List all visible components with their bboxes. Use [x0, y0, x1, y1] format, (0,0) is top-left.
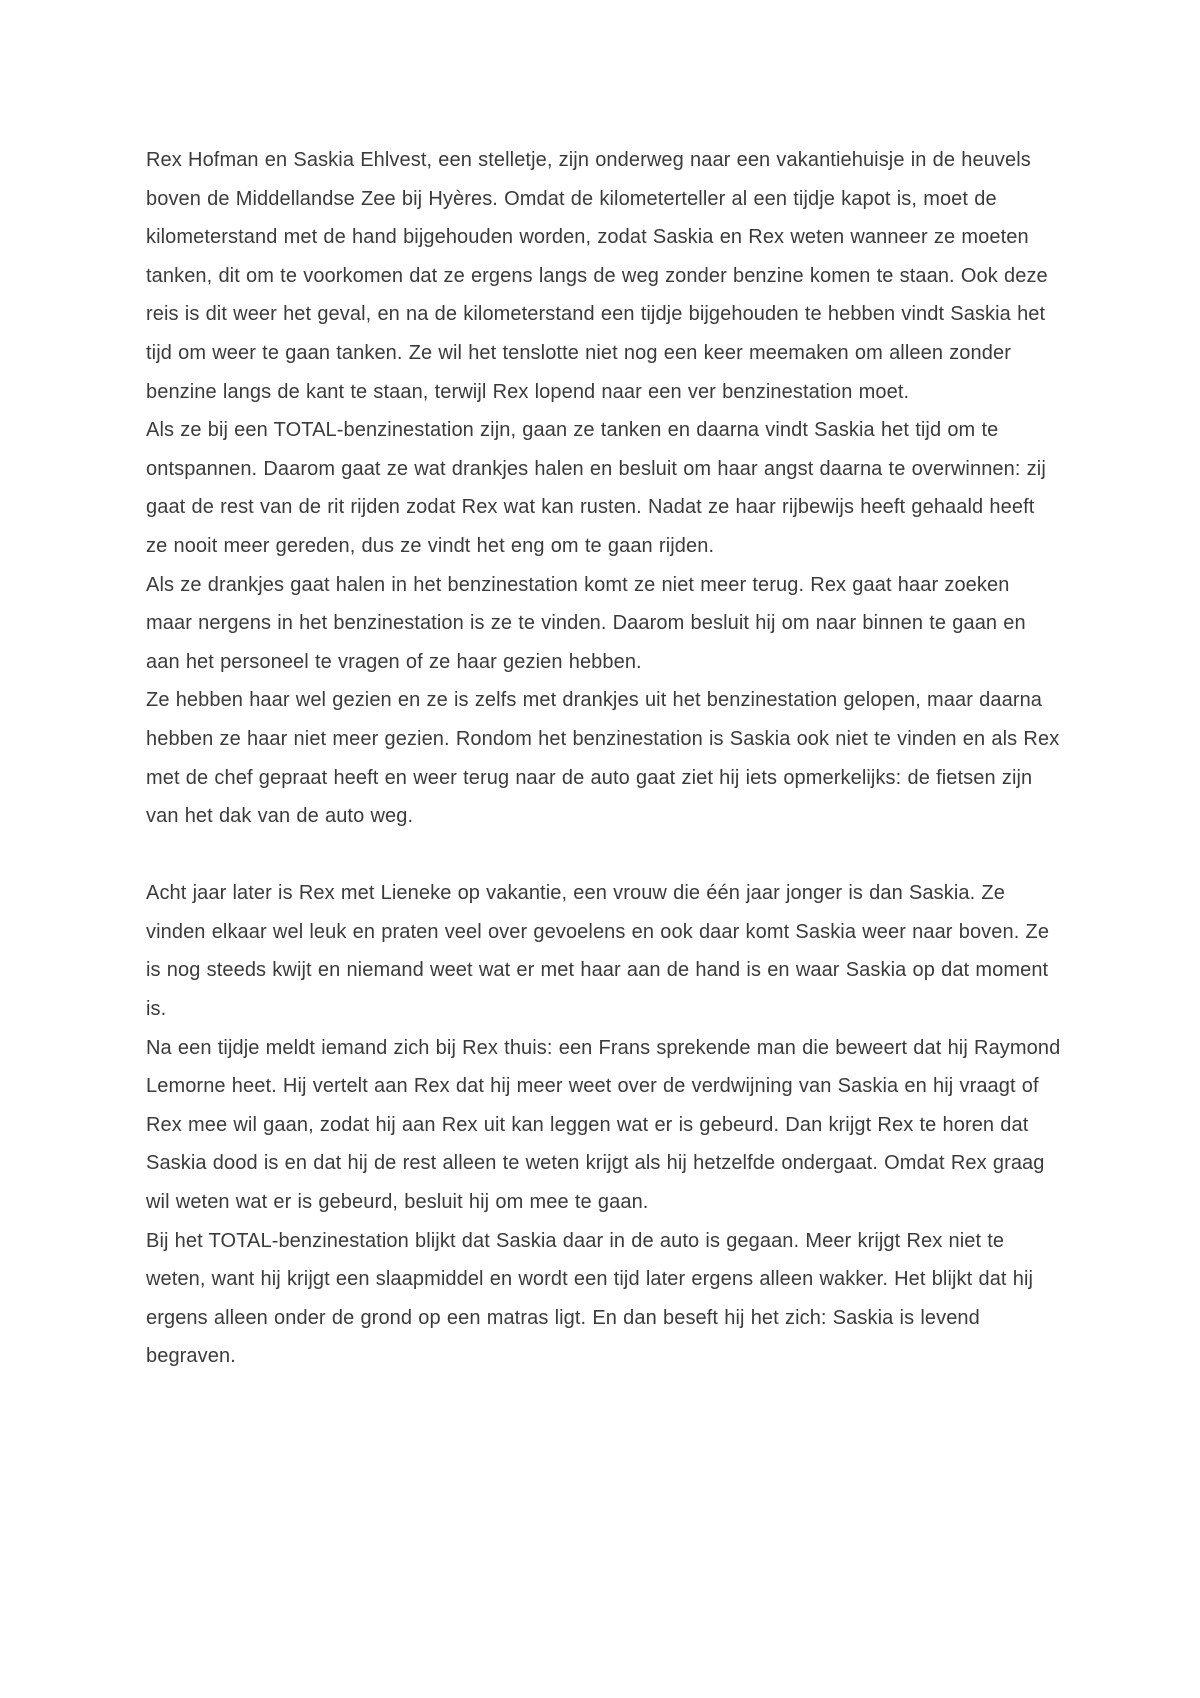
paragraph: Als ze bij een TOTAL-benzinestation zijn, gaan ze tanken en daarna vindt Saskia het tijd om te ontspannen. Daarom gaat ze wat drankjes halen en besluit om haar angst daarna te overwinnen: zij gaat de rest van de rit rijden zodat Rex wat kan rusten. Nadat ze haar rijbewijs heeft gehaald heeft ze nooit meer gereden, dus ze vindt het eng om te gaan rijden.: [146, 419, 1046, 557]
paragraph: Rex Hofman en Saskia Ehlvest, een stelletje, zijn onderweg naar een vakantiehuisje in de heuvels boven de Middellandse Zee bij Hyères. Omdat de kilometerteller al een tijdje kapot is, moet de kilometerstand met de hand bijgehouden worden, zodat Saskia en Rex weten wanneer ze moeten tanken, dit om te voorkomen dat ze ergens langs de weg zonder benzine komen te staan. Ook deze reis is dit weer het geval, en na de kilometerstand een tijdje bijgehouden te hebben vindt Saskia het tijd om weer te gaan tanken. Ze wil het tenslotte niet nog een keer meemaken om alleen zonder benzine langs de kant te staan, terwijl Rex lopend naar een ver benzinestation moet.: [146, 149, 1048, 403]
paragraph: Als ze drankjes gaat halen in het benzinestation komt ze niet meer terug. Rex gaat haar zoeken maar nergens in het benzinestation is ze te vinden. Daarom besluit hij om naar binnen te gaan en aan het personeel te vragen of ze haar gezien hebben.: [146, 573, 1026, 673]
paragraph: Acht jaar later is Rex met Lieneke op vakantie, een vrouw die één jaar jonger is dan Saskia. Ze vinden elkaar wel leuk en praten veel over gevoelens en ook daar komt Saskia weer naar boven. Ze is nog steeds kwijt en niemand weet wat er met haar aan de hand is en waar Saskia op dat moment is.: [146, 882, 1050, 1021]
document-body: [146, 141, 1061, 1376]
blank-line: [146, 836, 1061, 875]
paragraph: Bij het TOTAL-benzinestation blijkt dat Saskia daar in de auto is gegaan. Meer krijgt Rex niet te weten, want hij krijgt een slaapmiddel en wordt een tijd later ergens alleen wakker. Het blijkt dat hij ergens alleen onder de grond op een matras ligt. En dan beseft hij het zich: Saskia is levend begraven.: [146, 1229, 1034, 1368]
paragraph: Ze hebben haar wel gezien en ze is zelfs met drankjes uit het benzinestation gelopen, maar daarna hebben ze haar niet meer gezien. Rondom het benzinestation is Saskia ook niet te vinden en als Rex met de chef gepraat heeft en weer terug naar de auto gaat ziet hij iets opmerkelijks: de fietsen zijn van het dak van de auto weg.: [146, 689, 1060, 828]
paragraph: Na een tijdje meldt iemand zich bij Rex thuis: een Frans sprekende man die beweert dat hij Raymond Lemorne heet. Hij vertelt aan Rex dat hij meer weet over de verdwijning van Saskia en hij vraagt of Rex mee wil gaan, zodat hij aan Rex uit kan leggen wat er is gebeurd. Dan krijgt Rex te horen dat Saskia dood is en dat hij de rest alleen te weten krijgt als hij hetzelfde ondergaat. Omdat Rex graag wil weten wat er is gebeurd, besluit hij om mee te gaan.: [146, 1036, 1061, 1214]
